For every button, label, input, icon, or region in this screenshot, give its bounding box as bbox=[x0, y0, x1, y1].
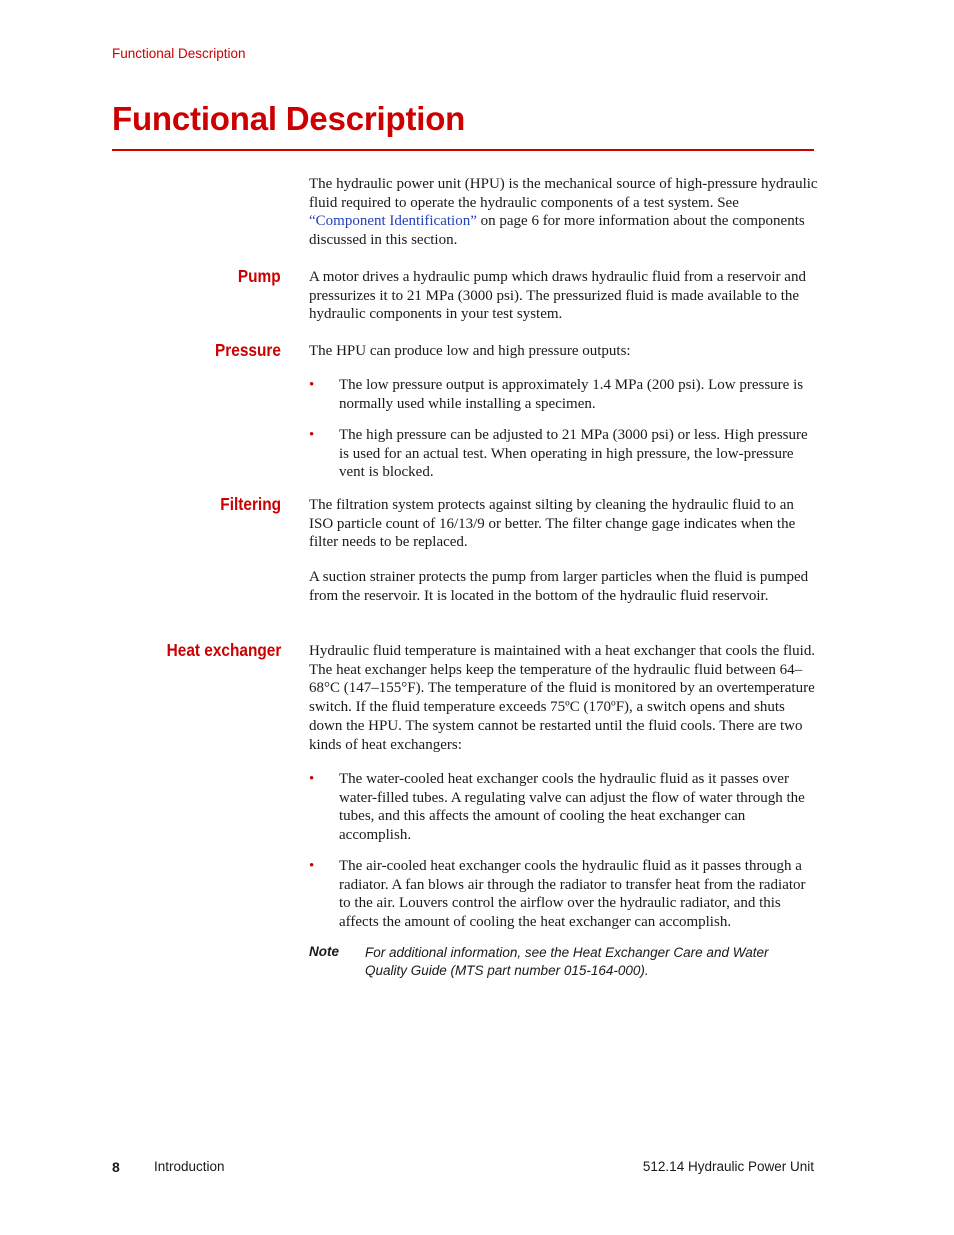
filtering-paragraph: The filtration system protects against silting by cleaning the hydraulic fluid to an ISO particle count of 16/13/9 or better. The filter change gage indicates when the filter needs to be replaced. bbox=[309, 497, 796, 551]
footer-section-name: Introduction bbox=[154, 1159, 225, 1174]
list-item-text: The water-cooled heat exchanger cools the hydraulic fluid as it passes over water-filled tubes. A regulating valve can adjust the flow of water through the tubes, and this affects the amount of cooling the heat exchanger can accomplish. bbox=[339, 771, 805, 844]
list-item bbox=[309, 857, 819, 932]
bullet-icon: • bbox=[309, 858, 315, 874]
intro-paragraph bbox=[309, 175, 819, 250]
list-item-text: The low pressure output is approximately 1.4 MPa (200 psi). Low pressure is normally used while installing a specimen. bbox=[339, 377, 804, 412]
title-rule bbox=[112, 149, 814, 151]
list-item bbox=[309, 376, 819, 413]
footer-document-title: 512.14 Hydraulic Power Unit bbox=[642, 1159, 814, 1174]
pressure-heading: Pressure bbox=[215, 340, 281, 360]
list-item bbox=[309, 770, 819, 845]
strainer-paragraph: A suction strainer protects the pump from larger particles when the fluid is pumped from the reservoir. It is located in the bottom of the hydraulic fluid reservoir. bbox=[309, 569, 809, 604]
bullet-icon: • bbox=[309, 771, 315, 787]
intro-text-after-link: on page 6 for more information about the components discussed in this section. bbox=[309, 213, 805, 249]
list-item-text: The air-cooled heat exchanger cools the hydraulic fluid as it passes through a radiator. A fan blows air through the radiator to transfer heat from the radiator to the air. Louvers control the airflow over the hydraulic radiator, and this affects the amount of cooling the heat exchanger can accomplish. bbox=[339, 858, 806, 931]
bullet-icon: • bbox=[309, 427, 315, 443]
bullet-icon: • bbox=[309, 377, 315, 393]
page-title: Functional Description bbox=[112, 100, 466, 137]
pump-paragraph: A motor drives a hydraulic pump which draws hydraulic fluid from a reservoir and pressurizes it to 21 MPa (3000 psi). The pressurized fluid is made available to the hydraulic components in your test system. bbox=[309, 269, 806, 323]
intro-text-before-link: The hydraulic power unit (HPU) is the mechanical source of high-pressure hydraulic fluid required to operate the hydraulic components of a test system. See bbox=[309, 176, 818, 211]
running-head: Functional Description bbox=[112, 46, 246, 61]
heat-exchanger-heading: Heat exchanger bbox=[166, 640, 281, 660]
component-identification-link[interactable]: “Component Identification” bbox=[309, 213, 477, 230]
list-item bbox=[309, 426, 819, 482]
pressure-paragraph: The HPU can produce low and high pressure outputs: bbox=[309, 343, 631, 359]
list-item-text: The high pressure can be adjusted to 21 MPa (3000 psi) or less. High pressure is used for an actual test. When operating in high pressure, the low-pressure vent is blocked. bbox=[339, 427, 808, 481]
note-text: For additional information, see the Heat Exchanger Care and Water Quality Guide (MTS part number 015-164-000). bbox=[365, 945, 769, 978]
page-number: 8 bbox=[112, 1159, 120, 1175]
filtering-heading: Filtering bbox=[220, 494, 281, 514]
pump-heading: Pump bbox=[238, 266, 281, 286]
heat-exchanger-paragraph: Hydraulic fluid temperature is maintained with a heat exchanger that cools the fluid. The heat exchanger helps keep the temperature of the hydraulic fluid between 64–68°C (147–155°F). The temperature of the fluid is monitored by an overtemperature switch. If the fluid temperature exceeds 75ºC (170ºF), a switch opens and shuts down the HPU. The system cannot be restarted until the fluid cools. There are two kinds of heat exchangers: bbox=[309, 643, 816, 753]
note-label: Note bbox=[309, 944, 339, 959]
